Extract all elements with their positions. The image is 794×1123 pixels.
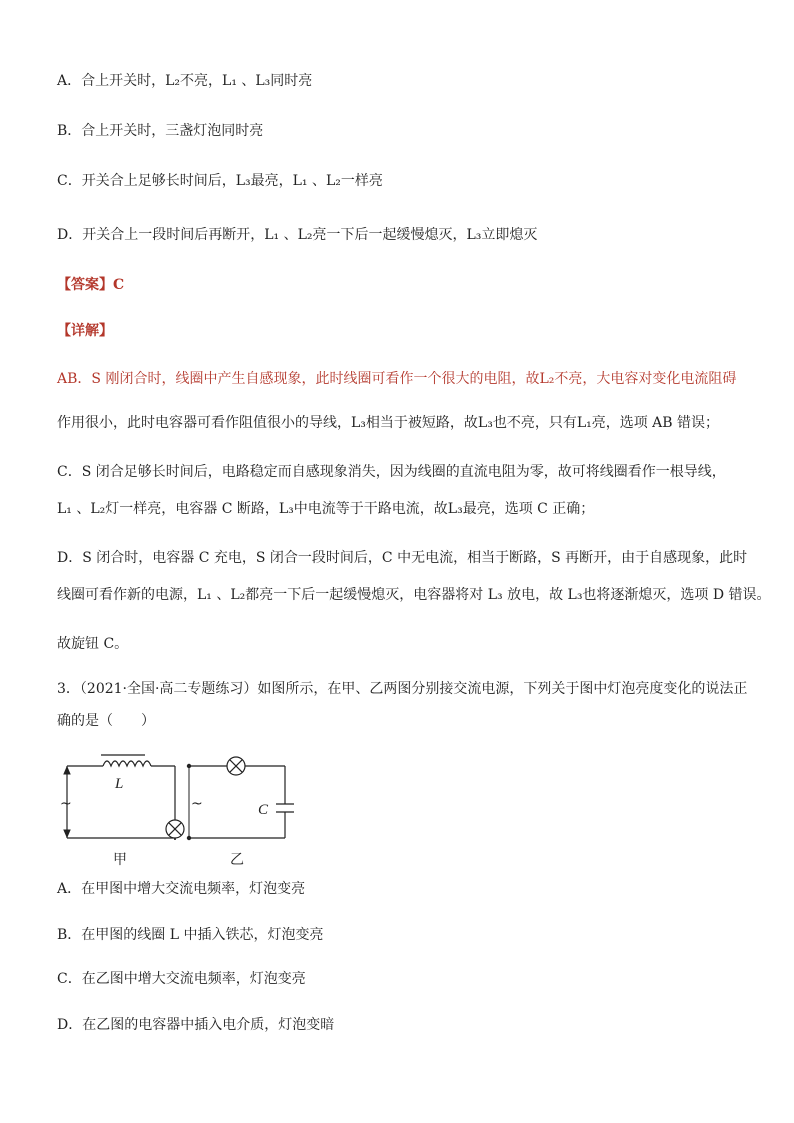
text-line: D．在乙图的电容器中插入电介质，灯泡变暗 bbox=[57, 1017, 335, 1033]
text-line: 线圈可看作新的电源，L₁ 、L₂都亮一下后一起缓慢熄灭，电容器将对 L₃ 放电，故 L₃也将逐渐熄灭，选项 D 错误。 bbox=[57, 587, 771, 603]
caption-right: 乙 bbox=[230, 852, 244, 868]
text-line: C．开关合上足够长时间后，L₃最亮，L₁ 、L₂一样亮 bbox=[57, 173, 383, 189]
circuit-diagram bbox=[55, 748, 315, 870]
caption-left: 甲 bbox=[113, 852, 127, 868]
text-line: 作用很小，此时电容器可看作阻值很小的导线，L₃相当于被短路，故L₃也不亮，只有L₁亮，选项 AB 错误； bbox=[57, 415, 720, 431]
bulb-icon bbox=[166, 820, 184, 838]
text-line: A．在甲图中增大交流电频率，灯泡变亮 bbox=[57, 881, 306, 897]
ac-symbol-right: ~ bbox=[191, 796, 203, 812]
capacitor-label: C bbox=[258, 802, 269, 818]
text-line: D．S 闭合时，电容器 C 充电，S 闭合一段时间后，C 中无电流，相当于断路，S 再断开，由于自感现象，此时 bbox=[57, 550, 748, 566]
text-line: C．在乙图中增大交流电频率，灯泡变亮 bbox=[57, 971, 306, 987]
text-line: 【答案】C bbox=[57, 277, 125, 293]
bulb-icon bbox=[227, 757, 245, 775]
text-line: D．开关合上一段时间后再断开，L₁ 、L₂亮一下后一起缓慢熄灭，L₃立即熄灭 bbox=[57, 227, 538, 243]
text-line: 确的是（ ） bbox=[57, 713, 155, 729]
text-line: 【详解】 bbox=[57, 323, 113, 339]
text-line: B．合上开关时，三盏灯泡同时亮 bbox=[57, 123, 264, 139]
text-line: AB．S 刚闭合时，线圈中产生自感现象，此时线圈可看作一个很大的电阻，故L₂不亮，大电容对变化电流阻碍 bbox=[57, 371, 737, 387]
text-line: C．S 闭合足够长时间后，电路稳定而自感现象消失，因为线圈的直流电阻为零，故可将线圈看作一根导线， bbox=[57, 464, 726, 480]
inductor-label: L bbox=[115, 776, 124, 792]
ac-symbol-left: ~ bbox=[60, 796, 72, 812]
text-line: B．在甲图的线圈 L 中插入铁芯，灯泡变亮 bbox=[57, 927, 324, 943]
text-line: L₁ 、L₂灯一样亮，电容器 C 断路，L₃中电流等于干路电流，故L₃最亮，选项 C 正确； bbox=[57, 501, 595, 517]
text-line: 3．（2021·全国·高二专题练习）如图所示，在甲、乙两图分别接交流电源，下列关于图中灯泡亮度变化的说法正 bbox=[57, 681, 748, 697]
text-line: A．合上开关时，L₂不亮，L₁ 、L₃同时亮 bbox=[57, 73, 313, 89]
text-line: 故旋钮 C。 bbox=[57, 636, 129, 652]
